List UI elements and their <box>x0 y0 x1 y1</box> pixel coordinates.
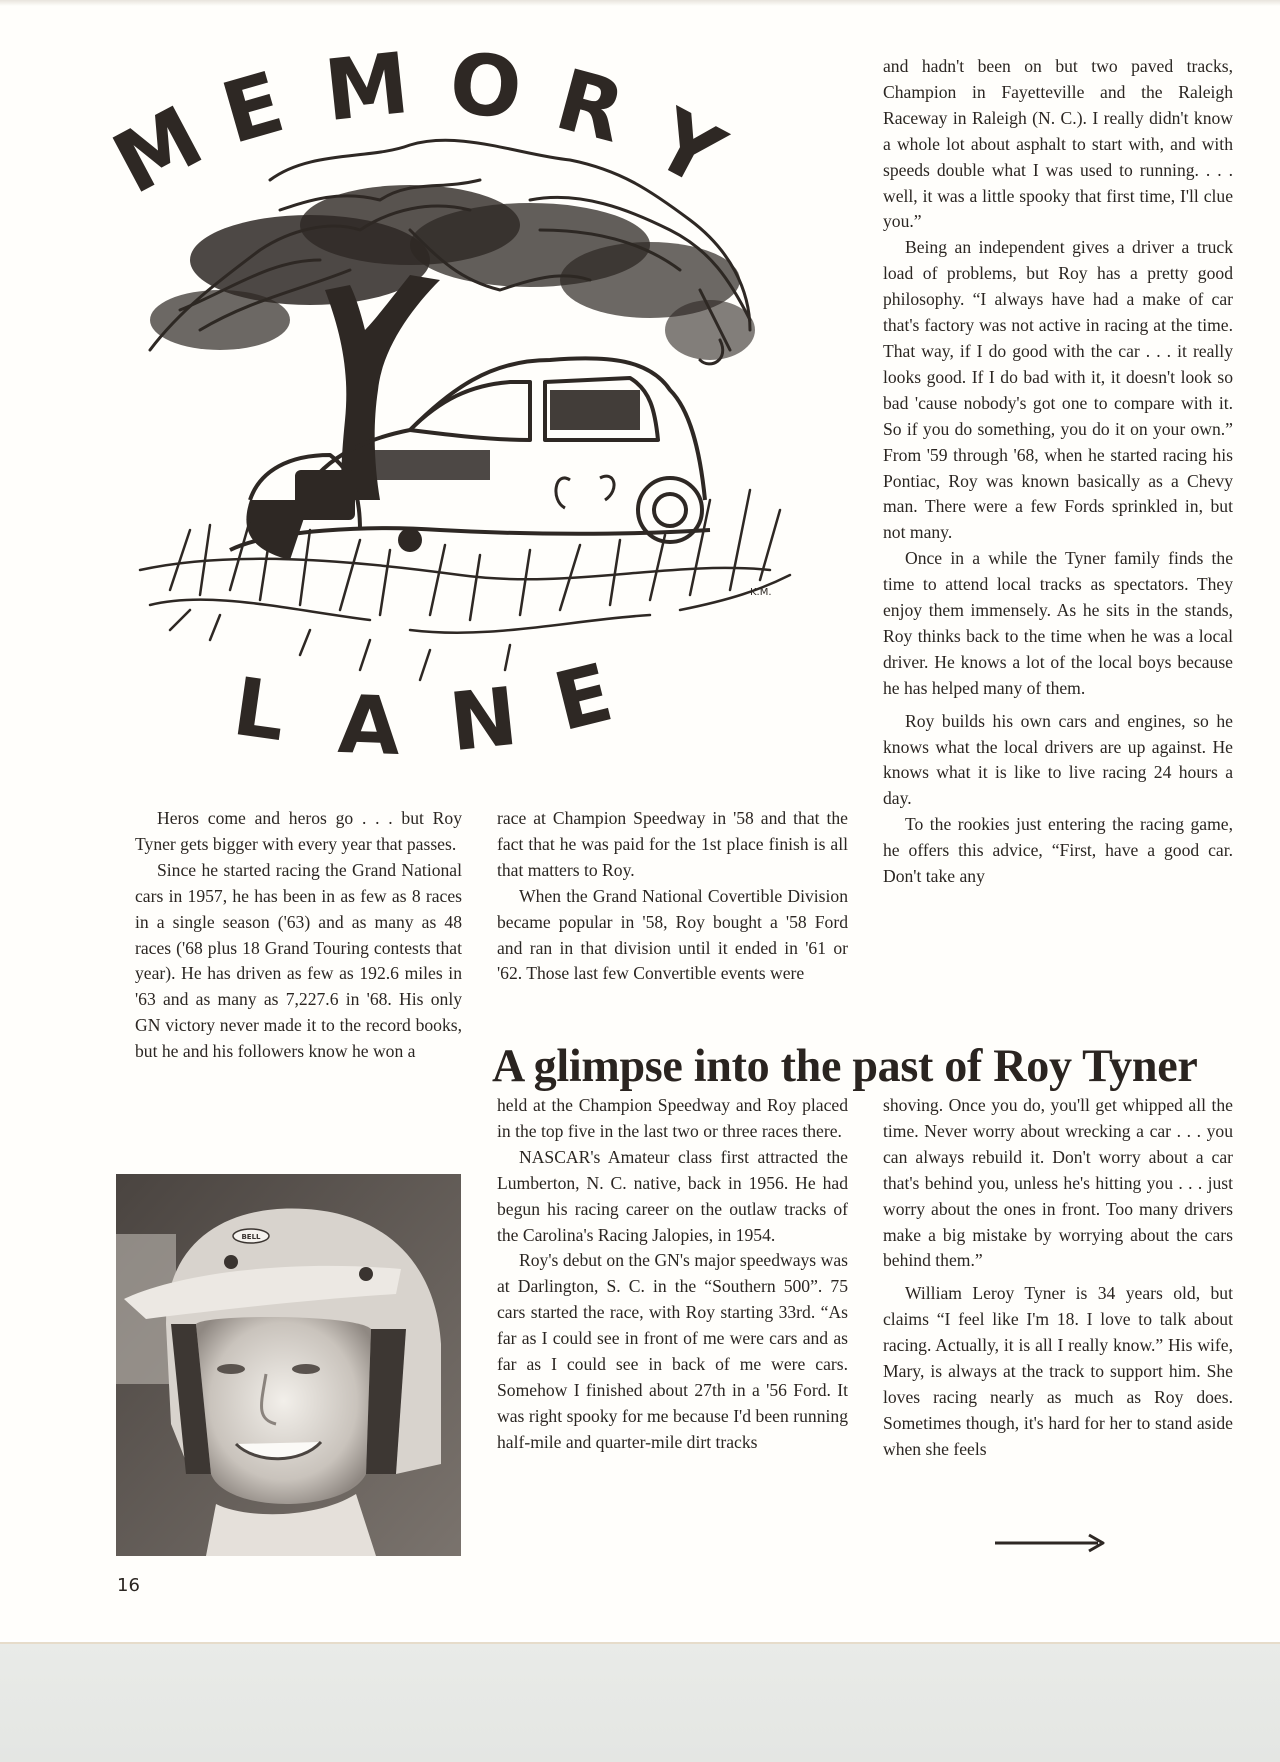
title-letter-n: N <box>445 669 522 770</box>
title-letter-l: L <box>227 659 292 760</box>
page-top-edge <box>0 0 1280 6</box>
title-letter-o: O <box>445 34 526 138</box>
title-letter-y: Y <box>638 90 739 206</box>
paragraph: To the rookies just entering the racing game, he offers this advice, “First, have a good car. Don't take any <box>883 814 1233 887</box>
paragraph: NASCAR's Amateur class first attracted the Lumberton, N. C. native, back in 1956. He had begun his racing career on the outlaw tracks of the Carolina's Racing Jalopies, in 1954. <box>497 1146 848 1245</box>
scan-background <box>0 1642 1280 1762</box>
article-column-3-top <box>883 54 1233 890</box>
paragraph: Heros come and heros go . . . but Roy Tyner gets bigger with every year that passes. <box>135 808 462 854</box>
page-number: 16 <box>117 1575 140 1596</box>
paragraph: William Leroy Tyner is 34 years old, but claims “I feel like I'm 18. I love to talk about racing. Actually, it is all I really know.” His wife, Mary, is always at the track to support him. She loves racing nearly as much as Roy does. Sometimes though, it's hard for her to stand aside when she feels <box>883 1283 1233 1459</box>
paragraph: shoving. Once you do, you'll get whipped all the time. Never worry about wrecking a car . . . you can always rebuild it. Don't worry about a car that's behind you, unless he's hitting you . . . just worry about the ones in front. Too many drivers make a big mistake by worrying about the cars behind them.” <box>883 1095 1233 1271</box>
title-letter-a: A <box>336 677 402 774</box>
tree-and-car-illustration <box>110 30 870 790</box>
title-letter-r: R <box>546 50 635 162</box>
memory-lane-masthead <box>97 30 870 790</box>
paragraph: Roy builds his own cars and engines, so he knows what the local drivers are up against. He knows what it is like to live racing 24 hours a day. <box>883 710 1233 809</box>
paragraph: Once in a while the Tyner family finds the time to attend local tracks as spectators. They enjoy them immensely. As he sits in the stands, Roy thinks back to the time when he was a local driver. He knows a lot of the local boys because he has helped many of them. <box>883 548 1233 698</box>
paragraph: held at the Champion Speedway and Roy placed in the top five in the last two or three races there. <box>497 1095 848 1141</box>
article-column-2-bottom <box>497 1093 848 1456</box>
paragraph: Roy's debut on the GN's major speedways was at Darlington, S. C. in the “Southern 500”. 75 cars started the race, with Roy starting 33rd. “As far as I could see in front of me were cars and as far as I could see in back of me were cars. Somehow I finished about 27th in a '56 Ford. It was right spooky for me because I'd been running half-mile and quarter-mile dirt tracks <box>497 1250 848 1452</box>
article-column-2-top <box>497 806 848 987</box>
continued-right-arrow-icon <box>993 1533 1108 1553</box>
driver-photo <box>116 1174 461 1556</box>
title-letter-m2: M <box>320 33 414 141</box>
article-column-1 <box>135 806 462 1065</box>
title-letter-m1: M <box>97 87 218 213</box>
svg-text:K.M.: K.M. <box>750 587 772 598</box>
title-letter-e2: E <box>545 645 621 750</box>
helmet-brand-label: BELL <box>241 1233 261 1241</box>
title-letter-e: E <box>211 52 294 164</box>
driver-helmet-portrait <box>116 1174 461 1556</box>
paragraph: race at Champion Speedway in '58 and that the fact that he was paid for the 1st place finish is all that matters to Roy. <box>497 808 848 880</box>
article-column-3-bottom <box>883 1093 1233 1463</box>
paragraph: and hadn't been on but two paved tracks, Champion in Fayetteville and the Raleigh Raceway in Raleigh (N. C.). I really didn't know a whole lot about asphalt to start with, and with speeds double what I was used to running. . . . well, it was a little spooky that first time, I'll clue you.” <box>883 56 1233 232</box>
paragraph: Being an independent gives a driver a truck load of problems, but Roy has a pretty good philosophy. “I always have had a make of car that's factory was not active in racing at the time. That way, if I do good with the car . . . it really looks good. If I do bad with it, it doesn't look so bad 'cause nobody's got one to compare with it. So if you do something, you do it on your own.” From '59 through '68, when he started racing his Pontiac, Roy was known basically as a Chevy man. There were a few Fords sprinkled in, but not many. <box>883 237 1233 543</box>
paragraph: Since he started racing the Grand National cars in 1957, he has been in as few as 8 races in a single season ('63) and as many as 48 races ('68 plus 18 Grand Touring contests that year). He has driven as few as 192.6 miles in '63 and as many as 7,227.6 in '68. His only GN victory never made it to the record books, but he and his followers know he won a <box>135 859 462 1062</box>
article-headline: A glimpse into the past of Roy Tyner <box>492 1040 1198 1092</box>
paragraph: When the Grand National Covertible Division became popular in '58, Roy bought a '58 Ford and ran in that division until it ended in '61 or '62. Those last few Convertible events were <box>497 885 848 984</box>
